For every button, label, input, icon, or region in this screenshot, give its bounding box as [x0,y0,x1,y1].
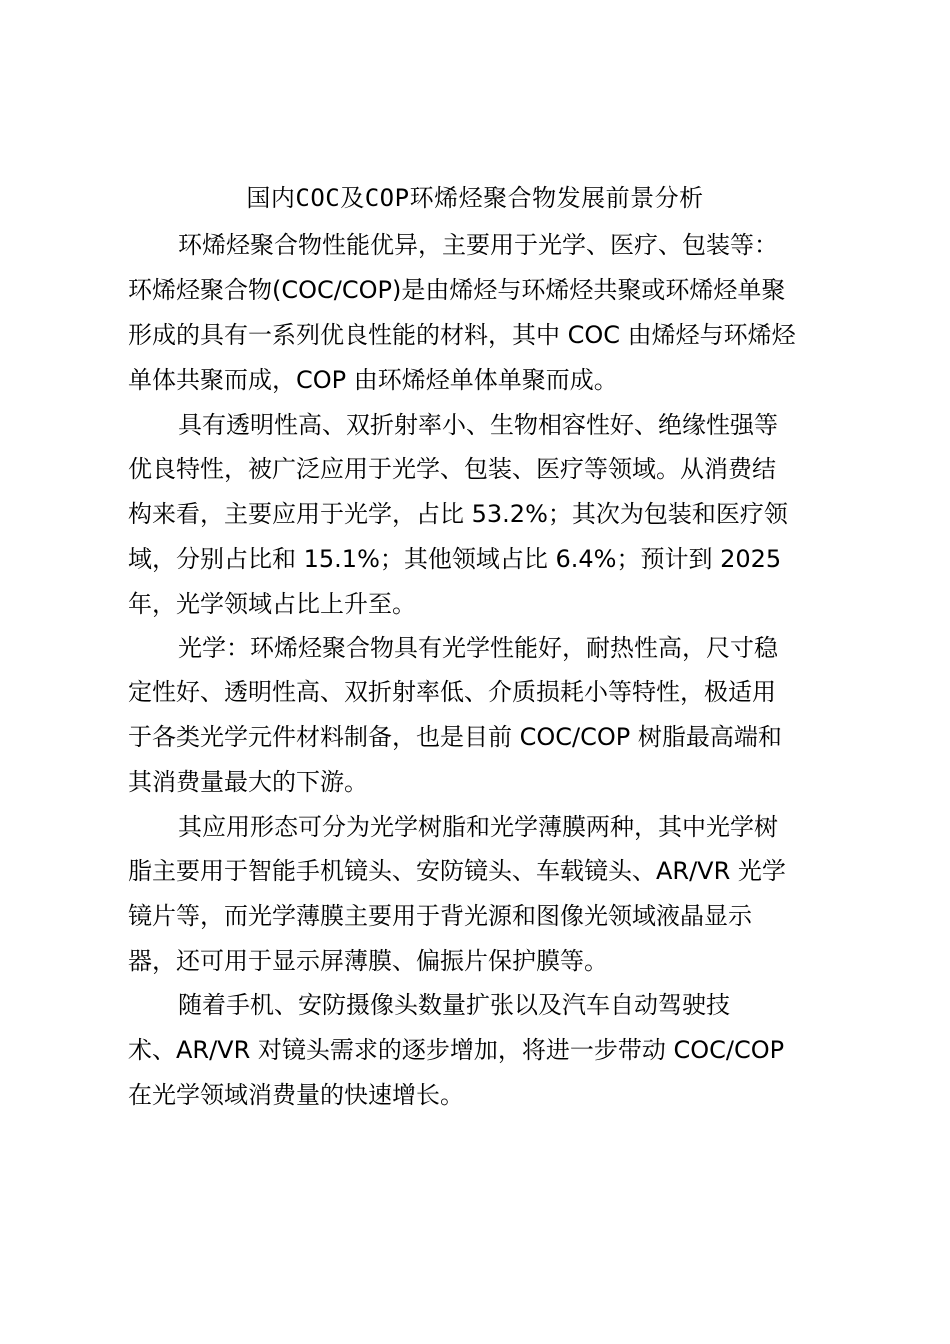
text-line: 年，光学领域占比上升至。 [128,590,416,618]
text-line: 构来看，主要应用于光学，占比 53.2%；其次为包装和医疗领 [128,500,788,528]
text-line: 随着手机、安防摄像头数量扩张以及汽车自动驾驶技 [178,991,730,1019]
text-line: 其消费量最大的下游。 [128,768,368,796]
text-line: 镜片等，而光学薄膜主要用于背光源和图像光领域液晶显示 [128,902,752,930]
text-line: 脂主要用于智能手机镜头、安防镜头、车载镜头、AR/VR 光学 [128,857,786,885]
document-title: 国内COC及COP环烯烃聚合物发展前景分析 [246,184,704,212]
text-line: 器，还可用于显示屏薄膜、偏振片保护膜等。 [128,947,608,975]
text-line: 单体共聚而成，COP 由环烯烃单体单聚而成。 [128,366,618,394]
text-line: 环烯烃聚合物(COC/COP)是由烯烃与环烯烃共聚或环烯烃单聚 [128,276,786,304]
text-line: 环烯烃聚合物性能优异，主要用于光学、医疗、包装等： [178,231,778,259]
text-line: 形成的具有一系列优良性能的材料，其中 COC 由烯烃与环烯烃 [128,321,796,349]
text-line: 域，分别占比和 15.1%；其他领域占比 6.4%；预计到 2025 [128,545,782,573]
text-line: 定性好、透明性高、双折射率低、介质损耗小等特性，极适用 [128,678,776,706]
text-line: 于各类光学元件材料制备，也是目前 COC/COP 树脂最高端和 [128,723,782,751]
text-line: 术、AR/VR 对镜头需求的逐步增加，将进一步带动 COC/COP [128,1036,785,1064]
text-line: 具有透明性高、双折射率小、生物相容性好、绝缘性强等 [178,411,778,439]
text-line: 在光学领域消费量的快速增长。 [128,1081,464,1109]
text-line: 优良特性，被广泛应用于光学、包装、医疗等领域。从消费结 [128,455,776,483]
text-line: 光学：环烯烃聚合物具有光学性能好，耐热性高，尺寸稳 [178,634,778,662]
text-line: 其应用形态可分为光学树脂和光学薄膜两种，其中光学树 [178,813,778,841]
